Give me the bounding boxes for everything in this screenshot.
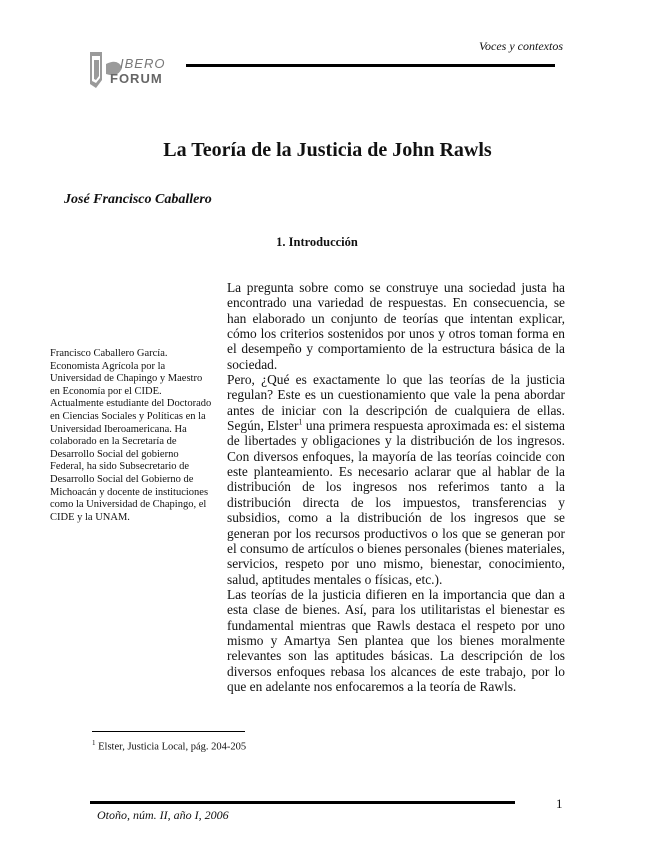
footnote-text: Elster, Justicia Local, pág. 204-205 <box>95 741 247 753</box>
paragraph-1: La pregunta sobre como se construye una sociedad justa ha encontrado una variedad de respuestas. En consecuencia, se han elaborado un conjunto de teorías que intentan explicar, cómo los criterios sostenidos por unos y otros toman forma en el desempeño y comportamiento de la estructura básica de la sociedad. <box>227 280 565 372</box>
footnote-number: 1 <box>92 739 96 747</box>
article-body <box>227 280 565 694</box>
footnote <box>92 739 246 753</box>
issue-label: Otoño, núm. II, año I, 2006 <box>97 808 229 822</box>
paragraph-2 <box>227 372 565 587</box>
section-heading: 1. Introducción <box>276 235 358 249</box>
footnote-rule <box>92 731 245 732</box>
page-number: 1 <box>556 796 563 811</box>
logo-text-forum: FORUM <box>110 71 163 86</box>
article-title: La Teoría de la Justicia de John Rawls <box>163 139 492 161</box>
author-bio: Francisco Caballero García. Economista Agrícola por la Universidad de Chapingo y Maestro en Economía por el CIDE. Actualmente estudiante del Doctorado en Ciencias Sociales y Políticas en la Universidad Iberoamericana. Ha colaborado en la Secretaría de Desarrollo Social del gobierno Federal, ha sido Subsecretario de Desarrollo Social del Gobierno de Michoacán y docente de instituciones como la Universidad de Chapingo, el CIDE y la UNAM. <box>50 348 212 523</box>
section-label: Voces y contextos <box>479 39 563 53</box>
footer-rule <box>90 801 515 804</box>
journal-logo <box>88 50 182 94</box>
paragraph-2-end: una primera respuesta aproximada es: el sistema de libertades y obligaciones y la distribución de los ingresos. Con diversos enfoques, la mayoría de las teorías coincide con este planteamiento. Es necesario aclarar que al hablar de la distribución de los ingresos nos referimos tanto a la distribución directa de los impuestos, transferencias y subsidios, como a la distribución de los ingresos que se generan por los recursos productivos o los que se generan por el consumo de artículos o bienes personales (bienes materiales, servicios, respeto por uno mismo, bienestar, conocimiento, salud, aptitudes mentales o físicas, etc.). <box>227 418 566 587</box>
article-author: José Francisco Caballero <box>64 192 212 207</box>
footnote-reference[interactable]: 1 <box>298 417 303 427</box>
header-rule <box>186 64 555 67</box>
paragraph-2-start: Pero, ¿Qué es exactamente lo que las teorías de la justicia regulan? Este es un cuestionamiento que vale la pena abordar antes de iniciar con la descripción de cualquiera de ellas. Según, Elster <box>227 372 565 434</box>
logo-text-ibero: IBERO <box>120 56 166 71</box>
paragraph-3: Las teorías de la justicia difieren en la importancia que dan a esta clase de bienes. Así, para los utilitaristas el bienestar es fundamental mientras que Rawls destaca el respeto por uno mismo y Amartya Sen plantea que los bienes moralmente relevantes son las aptitudes básicas. La descripción de los diversos enfoques rebasa los alcances de este trabajo, por lo que en adelante nos enfocaremos a la teoría de Rawls. <box>227 586 565 694</box>
